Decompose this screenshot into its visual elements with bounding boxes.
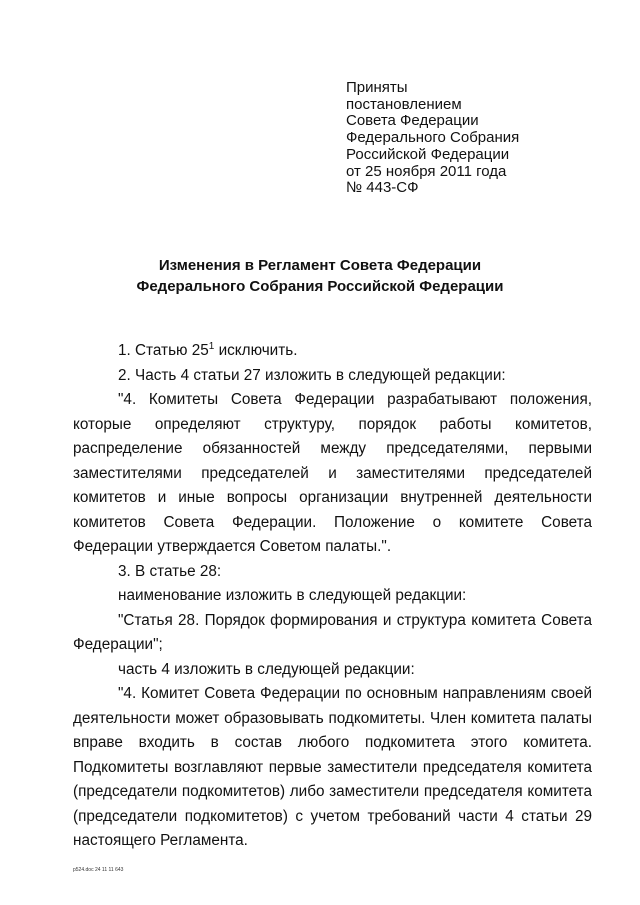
item-1 (73, 339, 592, 364)
quote-line: Федерации утверждается Советом палаты.". (73, 538, 392, 555)
quote-line: настоящего Регламента. (73, 832, 248, 849)
adoption-line: постановлением (346, 95, 462, 113)
adoption-line: Приняты (346, 79, 408, 96)
quote-line: распределение обязанностей между председателями, первыми (73, 440, 592, 457)
quote-line: вправе входить в состав любого подкомитета этого комитета. (73, 734, 592, 751)
quote-line: комитетов Совета Федерации. Положение о комитете Совета (73, 513, 592, 531)
adoption-line: № 443-СФ (346, 179, 419, 197)
item-3: 3. В статье 28: (118, 562, 222, 580)
item-1-superscript: 1 (208, 340, 215, 352)
item-3-b-quote (73, 682, 592, 854)
item-3-a: наименование изложить в следующей редакции: (118, 587, 467, 604)
quote-line: (председатели подкомитетов) либо заместители председателя комитета (73, 783, 592, 800)
item-1-text: 1. Статью 25 (118, 342, 209, 359)
adoption-line: Российской Федерации (346, 145, 510, 163)
adoption-line: Совета Федерации (346, 112, 479, 130)
document-title (0, 255, 640, 297)
quote-line: деятельности может образовывать подкомитеты. Член комитета палаты (73, 709, 592, 727)
item-2: 2. Часть 4 статьи 27 изложить в следующей редакции: (118, 366, 506, 384)
quote-line: "4. Комитеты Совета Федерации разрабатывают положения, (118, 391, 592, 408)
quote-line: заместителями председателей и заместителями председателей (73, 464, 592, 482)
item-1-text-end: исключить. (214, 342, 298, 359)
quote-line: Подкомитеты возглавляют первые заместители председателя комитета (73, 758, 592, 776)
quote-line: "Статья 28. Порядок формирования и структура комитета Совета (118, 611, 592, 629)
item-3-b: часть 4 изложить в следующей редакции: (118, 660, 415, 678)
document-body (73, 339, 592, 854)
adoption-note (346, 80, 519, 197)
quote-line: комитетов и иные вопросы организации внутренней деятельности (73, 489, 592, 506)
adoption-line: Федерального Собрания (346, 129, 520, 147)
title-line-2: Федерального Собрания Российской Федерации (136, 278, 504, 295)
item-3-a-quote (73, 609, 592, 658)
quote-line: "4. Комитет Совета Федерации по основным направлениям своей (118, 685, 592, 702)
item-2-quote (73, 388, 592, 560)
quote-line: которые определяют структуру, порядок работы комитетов, (73, 415, 592, 433)
quote-line: Федерации"; (73, 636, 163, 653)
title-line-1: Изменения в Регламент Совета Федерации (158, 257, 482, 274)
footer-code: p524.doc 24 11 11 643 (73, 867, 124, 873)
adoption-line: от 25 ноября 2011 года (346, 162, 507, 180)
quote-line: (председатели подкомитетов) с учетом требований части 4 статьи 29 (73, 807, 592, 825)
